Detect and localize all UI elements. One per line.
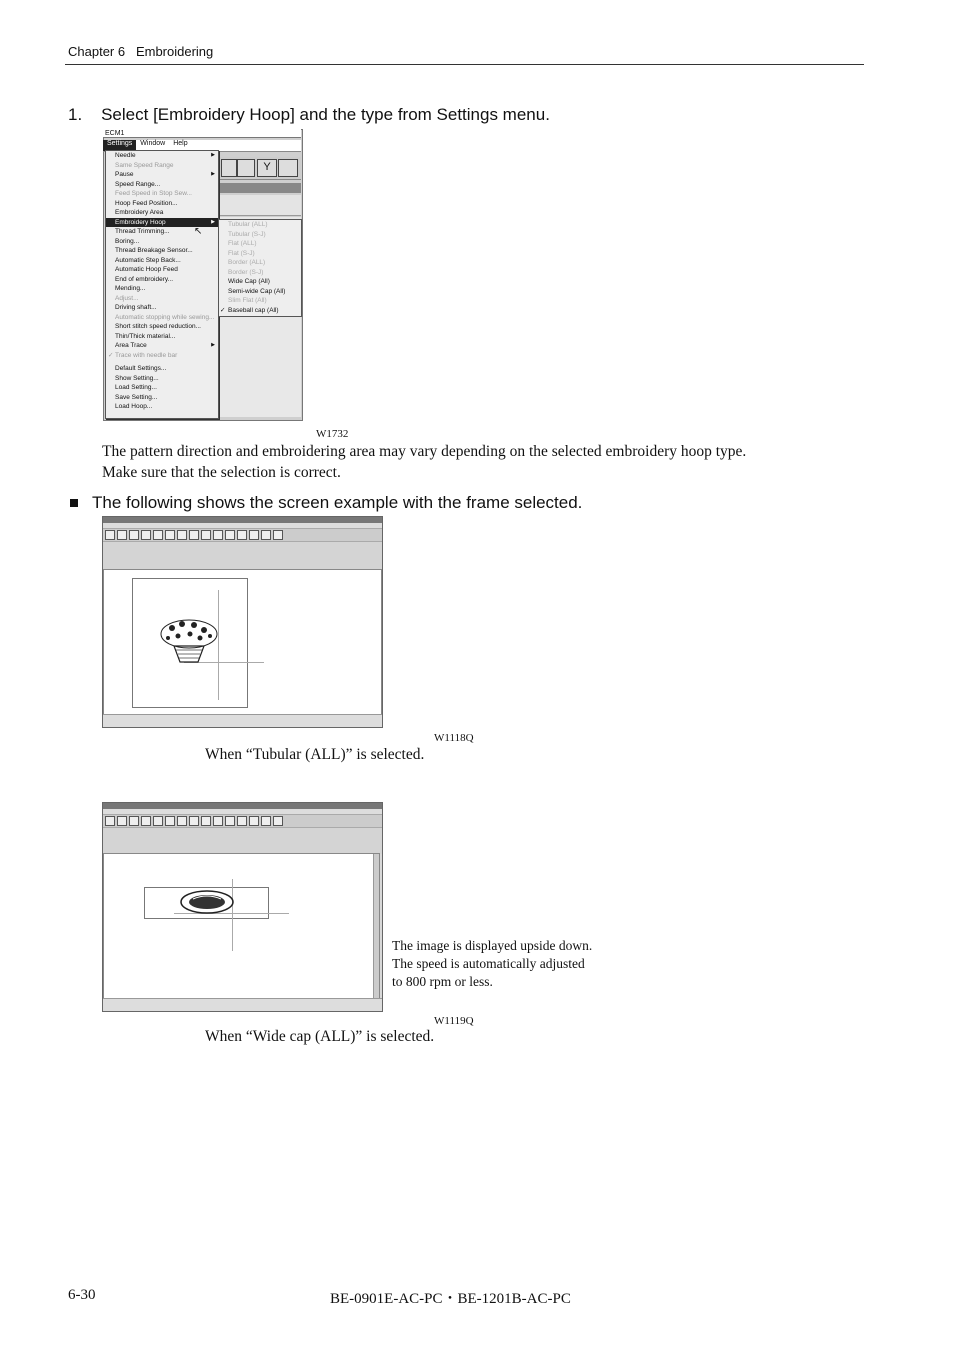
check-icon: ✓ xyxy=(220,306,226,314)
wide-cap-note-line-1: The image is displayed upside down. xyxy=(392,938,593,953)
menu-item[interactable] xyxy=(106,161,218,171)
step-number: 1. xyxy=(68,105,83,124)
submenu-item[interactable] xyxy=(219,239,301,249)
submenu-item[interactable] xyxy=(219,249,301,259)
step-text: Select [Embroidery Hoop] and the type from Settings menu. xyxy=(101,105,550,124)
running-header xyxy=(68,44,213,59)
note-paragraph xyxy=(102,441,882,483)
menu-item[interactable] xyxy=(106,303,218,313)
menu-item[interactable] xyxy=(106,189,218,199)
app-title: ECM1 xyxy=(103,129,301,138)
menu-item-label: Speed Range... xyxy=(115,180,161,188)
submenu-item[interactable] xyxy=(219,287,301,297)
menu-item[interactable] xyxy=(106,151,218,161)
menu-item[interactable] xyxy=(106,199,218,209)
wide-cap-canvas[interactable] xyxy=(103,853,380,1001)
menu-item[interactable] xyxy=(106,256,218,266)
menu-item-label: Default Settings... xyxy=(115,365,167,372)
submenu-item-label: Flat (ALL) xyxy=(228,240,257,247)
menu-item[interactable] xyxy=(106,294,218,304)
menu-item[interactable] xyxy=(106,275,218,285)
tubular-canvas[interactable] xyxy=(103,569,382,717)
settings-menu-screenshot xyxy=(103,129,301,419)
figure2-caption: When “Tubular (ALL)” is selected. xyxy=(205,746,425,763)
menu-settings[interactable]: Settings xyxy=(103,140,136,151)
menu-item-label: End of embroidery... xyxy=(115,275,174,283)
step-1 xyxy=(68,105,550,125)
menu-item-label: Embroidery Hoop xyxy=(115,218,166,226)
menu-item-label: Needle xyxy=(115,152,136,159)
branch-icon[interactable]: Y xyxy=(257,159,277,177)
menu-item[interactable] xyxy=(106,265,218,275)
stop-icon[interactable] xyxy=(221,159,237,177)
submenu-arrow-icon: ▶ xyxy=(211,152,215,158)
menu-item-label: Area Trace xyxy=(115,342,147,349)
submenu-item-label: Border (S-J) xyxy=(228,268,264,276)
menu-item[interactable] xyxy=(106,284,218,294)
mouse-cursor-icon: ↖ xyxy=(194,226,203,237)
page-number: 6-30 xyxy=(68,1287,96,1303)
menu-item[interactable] xyxy=(106,332,218,342)
submenu-item-label: Border (ALL) xyxy=(228,259,266,266)
note-line-2: Make sure that the selection is correct. xyxy=(102,464,341,481)
figure3-caption: When “Wide cap (ALL)” is selected. xyxy=(205,1028,435,1045)
submenu-item-label: Tubular (S-J) xyxy=(228,230,266,238)
menu-item[interactable] xyxy=(106,246,218,256)
menu-item-label: Hoop Feed Position... xyxy=(115,199,178,207)
figure2-code: W1118Q xyxy=(434,732,474,744)
menu-item-label: Adjust... xyxy=(115,294,139,302)
header-rule xyxy=(65,64,864,65)
bullet-square-icon xyxy=(70,499,78,507)
cap-logo-pattern xyxy=(179,889,235,915)
grid-icon[interactable] xyxy=(237,159,255,177)
menu-item[interactable] xyxy=(106,180,218,190)
menu-item-label: Mending... xyxy=(115,285,146,292)
menu-item-label: Automatic Step Back... xyxy=(115,256,181,264)
figure-code: W1732 xyxy=(316,428,349,440)
menu-item[interactable] xyxy=(106,364,218,374)
vertical-scrollbar[interactable] xyxy=(373,854,379,1000)
menu-item-label: Thread Breakage Sensor... xyxy=(115,247,193,254)
model-number: BE-0901E-AC-PC・BE-1201B-AC-PC xyxy=(330,1291,571,1307)
menu-item-label: Same Speed Range xyxy=(115,161,174,169)
submenu-arrow-icon: ▶ xyxy=(211,171,215,177)
figure3-code: W1119Q xyxy=(434,1015,474,1027)
submenu-arrow-icon: ▶ xyxy=(211,218,215,225)
bullet-item xyxy=(68,493,582,513)
menu-item[interactable] xyxy=(106,322,218,332)
hoop-icon[interactable] xyxy=(278,159,298,177)
submenu-item-label: Wide Cap (All) xyxy=(228,278,270,285)
menu-item-label: Embroidery Area xyxy=(115,209,164,216)
menu-item[interactable] xyxy=(106,374,218,384)
menu-item-label: Pause xyxy=(115,171,134,178)
wide-cap-screenshot xyxy=(102,802,383,1012)
note-line-1: The pattern direction and embroidering area may vary depending on the selected embroidery hoop type. xyxy=(102,443,747,460)
menu-item-label: Short stitch speed reduction... xyxy=(115,323,201,330)
submenu-item[interactable] xyxy=(219,230,301,240)
menu-item[interactable] xyxy=(106,351,218,361)
wide-cap-note-line-3: to 800 rpm or less. xyxy=(392,974,493,989)
menu-item-label: Load Hoop... xyxy=(115,403,153,410)
submenu-item[interactable] xyxy=(219,258,301,268)
submenu-item[interactable] xyxy=(219,277,301,287)
submenu-item[interactable] xyxy=(219,296,301,306)
menu-item-label: Trace with needle bar xyxy=(115,351,178,359)
menu-item[interactable] xyxy=(106,383,218,393)
menu-item-label: Thin/Thick material... xyxy=(115,332,176,340)
wide-cap-note xyxy=(392,937,592,991)
check-icon: ✓ xyxy=(108,351,114,359)
submenu-item[interactable] xyxy=(219,306,301,316)
chapter-number: Chapter 6 xyxy=(68,44,126,59)
submenu-item-label: Semi-wide Cap (All) xyxy=(228,287,286,295)
menu-item-label: Driving shaft... xyxy=(115,304,157,311)
menu-window[interactable]: Window xyxy=(140,140,166,147)
menu-item[interactable] xyxy=(106,208,218,218)
submenu-item-label: Slim Flat (All) xyxy=(228,297,267,304)
menu-item-label: Save Setting... xyxy=(115,393,158,401)
submenu-item[interactable] xyxy=(219,268,301,278)
menu-item-label: Load Setting... xyxy=(115,384,157,391)
submenu-item[interactable] xyxy=(219,220,301,230)
wide-cap-note-line-2: The speed is automatically adjusted xyxy=(392,956,585,971)
menu-item-label: Automatic stopping while sewing... xyxy=(115,313,215,321)
submenu-arrow-icon: ▶ xyxy=(211,342,215,348)
submenu-item-label: Tubular (ALL) xyxy=(228,221,268,228)
settings-dropdown xyxy=(105,150,219,419)
menu-item[interactable] xyxy=(106,402,218,412)
embroidery-hoop-submenu xyxy=(218,219,302,317)
submenu-item-label: Flat (S-J) xyxy=(228,249,255,257)
menu-item-label: Thread Trimming... xyxy=(115,228,170,235)
toolbar xyxy=(217,157,301,180)
menu-item[interactable] xyxy=(106,313,218,323)
menu-item[interactable] xyxy=(106,393,218,403)
chapter-title: Embroidering xyxy=(135,44,214,59)
menu-item-label: Show Setting... xyxy=(115,374,159,382)
menu-item-label: Automatic Hoop Feed xyxy=(115,266,178,273)
menu-help[interactable]: Help xyxy=(173,140,188,147)
submenu-item-label: Baseball cap (All) xyxy=(228,306,279,314)
flower-basket-pattern xyxy=(158,616,220,666)
menu-item-label: Feed Speed in Stop Sew... xyxy=(115,190,192,197)
menu-item[interactable] xyxy=(106,237,218,247)
menu-item-label: Boring... xyxy=(115,237,140,245)
menu-item[interactable] xyxy=(106,341,218,351)
menu-item[interactable] xyxy=(106,170,218,180)
bullet-text: The following shows the screen example with the frame selected. xyxy=(92,493,583,512)
tubular-screenshot xyxy=(102,516,383,728)
